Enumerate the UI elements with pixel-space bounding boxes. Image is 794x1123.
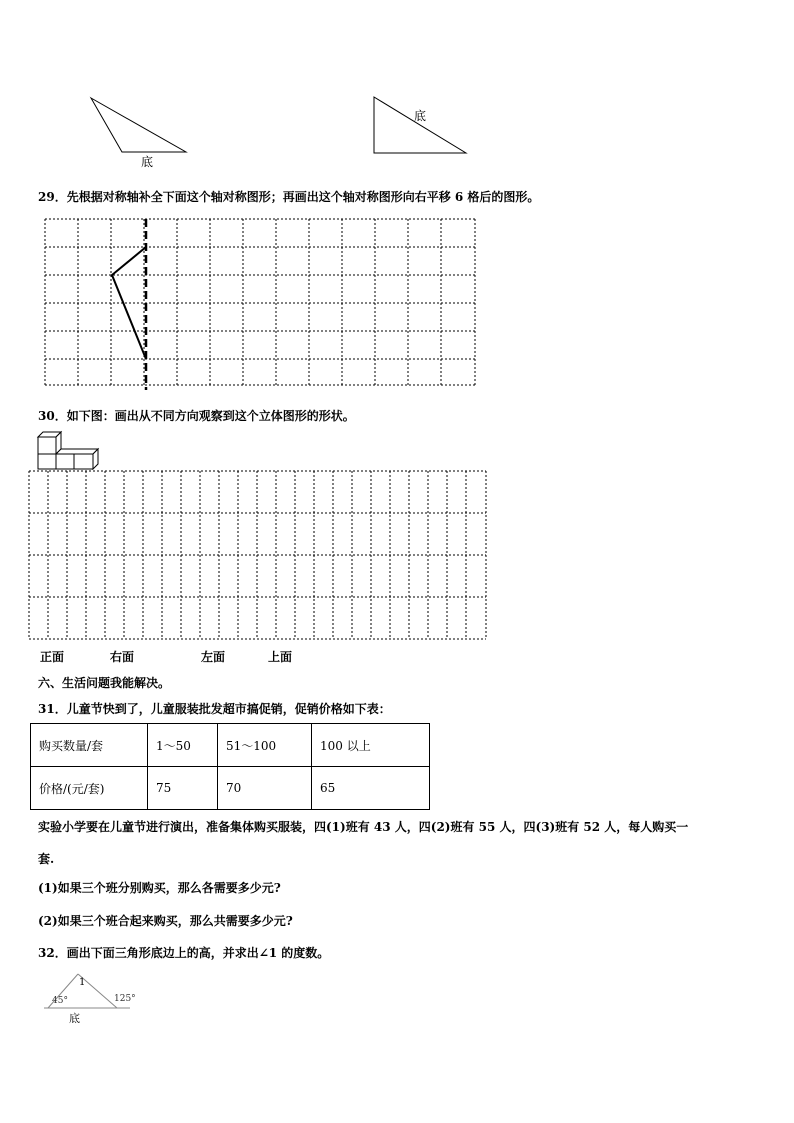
q31-paragraph-line2: 套. (38, 852, 55, 866)
view-label-front: 正面 (40, 650, 65, 664)
right-right-triangle (374, 97, 466, 153)
left-triangle-base-label: 底 (141, 155, 154, 169)
right-triangle-base-label: 底 (414, 109, 427, 123)
table-cell: 1～50 (148, 724, 218, 767)
q32-base-label: 底 (69, 1012, 80, 1025)
cube-solid-figure (36, 430, 100, 470)
table-cell: 价格/(元/套) (31, 767, 148, 810)
question-32-text: 32．画出下面三角形底边上的高，并求出∠1 的度数。 (38, 946, 330, 960)
table-cell: 购买数量/套 (31, 724, 148, 767)
view-label-left: 左面 (201, 650, 226, 664)
q30-grid (28, 470, 490, 642)
question-30-text: 30．如下图：画出从不同方向观察到这个立体图形的形状。 (38, 409, 355, 423)
table-cell: 70 (218, 767, 312, 810)
question-31-text: 31．儿童节快到了，儿童服装批发超市搞促销，促销价格如下表： (38, 702, 391, 716)
table-cell: 51～100 (218, 724, 312, 767)
price-table (30, 723, 430, 810)
q29-grid (44, 218, 480, 390)
angle-125-label: 125° (114, 994, 136, 1004)
angle-45-label: 45° (52, 996, 68, 1006)
q31-sub-question-1: (1)如果三个班分别购买，那么各需要多少元? (38, 881, 281, 895)
question-29-text: 29．先根据对称轴补全下面这个轴对称图形；再画出这个轴对称图形向右平移 6 格后的图形。 (38, 190, 540, 204)
top-triangles-figure (0, 0, 794, 180)
table-cell: 75 (148, 767, 218, 810)
q31-paragraph-line1: 实验小学要在儿童节进行演出，准备集体购买服装，四(1)班有 43 人，四(2)班有 55 人，四(3)班有 52 人，每人购买一 (38, 820, 689, 834)
view-label-top: 上面 (268, 650, 293, 664)
angle-1-label: 1 (79, 977, 86, 988)
view-label-right: 右面 (110, 650, 135, 664)
table-row (31, 724, 430, 767)
table-cell: 65 (312, 767, 430, 810)
q31-sub-question-2: (2)如果三个班合起来购买，那么共需要多少元? (38, 914, 293, 928)
section-6-heading: 六、生活问题我能解决。 (38, 676, 171, 690)
table-row (31, 767, 430, 810)
table-cell: 100 以上 (312, 724, 430, 767)
left-obtuse-triangle (91, 98, 186, 152)
